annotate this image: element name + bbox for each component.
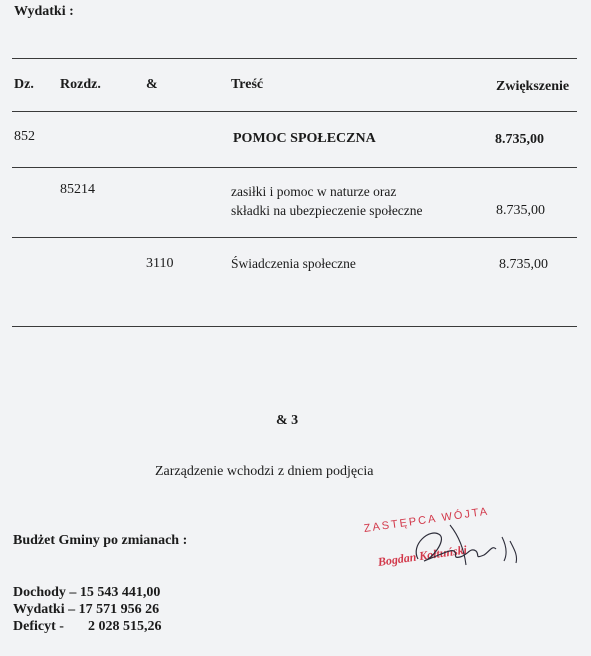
row-tresc-line2: składki na ubezpieczenie społeczne bbox=[231, 203, 423, 218]
table-bottom-rule bbox=[12, 326, 577, 327]
header-rozdz: Rozdz. bbox=[60, 77, 101, 92]
paragraph-mark: & 3 bbox=[276, 413, 299, 428]
budget-wydatki: Wydatki – 17 571 956 26 bbox=[13, 602, 160, 617]
stamp-name: Bogdan Kołtuński bbox=[376, 542, 468, 569]
signature-icon bbox=[380, 515, 530, 575]
budget-heading: Budżet Gminy po zmianach : bbox=[13, 533, 188, 548]
budget-deficyt-value: 2 028 515,26 bbox=[88, 619, 162, 634]
row-amount: 8.735,00 bbox=[495, 132, 544, 147]
row-rule bbox=[12, 237, 577, 238]
row-tresc: Świadczenia społeczne bbox=[231, 256, 356, 271]
header-paragraf: & bbox=[146, 77, 158, 92]
statement: Zarządzenie wchodzi z dniem podjęcia bbox=[155, 464, 374, 479]
row-dz: 852 bbox=[14, 129, 35, 144]
row-tresc: zasiłki i pomoc w naturze oraz bbox=[231, 184, 397, 199]
budget-dochody: Dochody – 15 543 441,00 bbox=[13, 585, 161, 600]
row-rozdz: 85214 bbox=[60, 182, 95, 197]
row-tresc: POMOC SPOŁECZNA bbox=[233, 131, 376, 146]
row-paragraf: 3110 bbox=[146, 256, 174, 271]
header-dz: Dz. bbox=[14, 77, 34, 92]
budget-deficyt-label: Deficyt - bbox=[13, 619, 64, 634]
header-tresc: Treść bbox=[231, 77, 264, 92]
row-rule bbox=[12, 167, 577, 168]
row-amount: 8.735,00 bbox=[496, 203, 545, 218]
row-amount: 8.735,00 bbox=[499, 257, 548, 272]
header-bottom-rule bbox=[12, 111, 577, 112]
section-title: Wydatki : bbox=[14, 4, 74, 19]
header-zwiekszenie: Zwiększenie bbox=[496, 79, 570, 94]
stamp-title: ZASTĘPCA WÓJTA bbox=[363, 505, 490, 535]
table-top-rule bbox=[12, 58, 577, 59]
official-stamp bbox=[360, 505, 540, 585]
